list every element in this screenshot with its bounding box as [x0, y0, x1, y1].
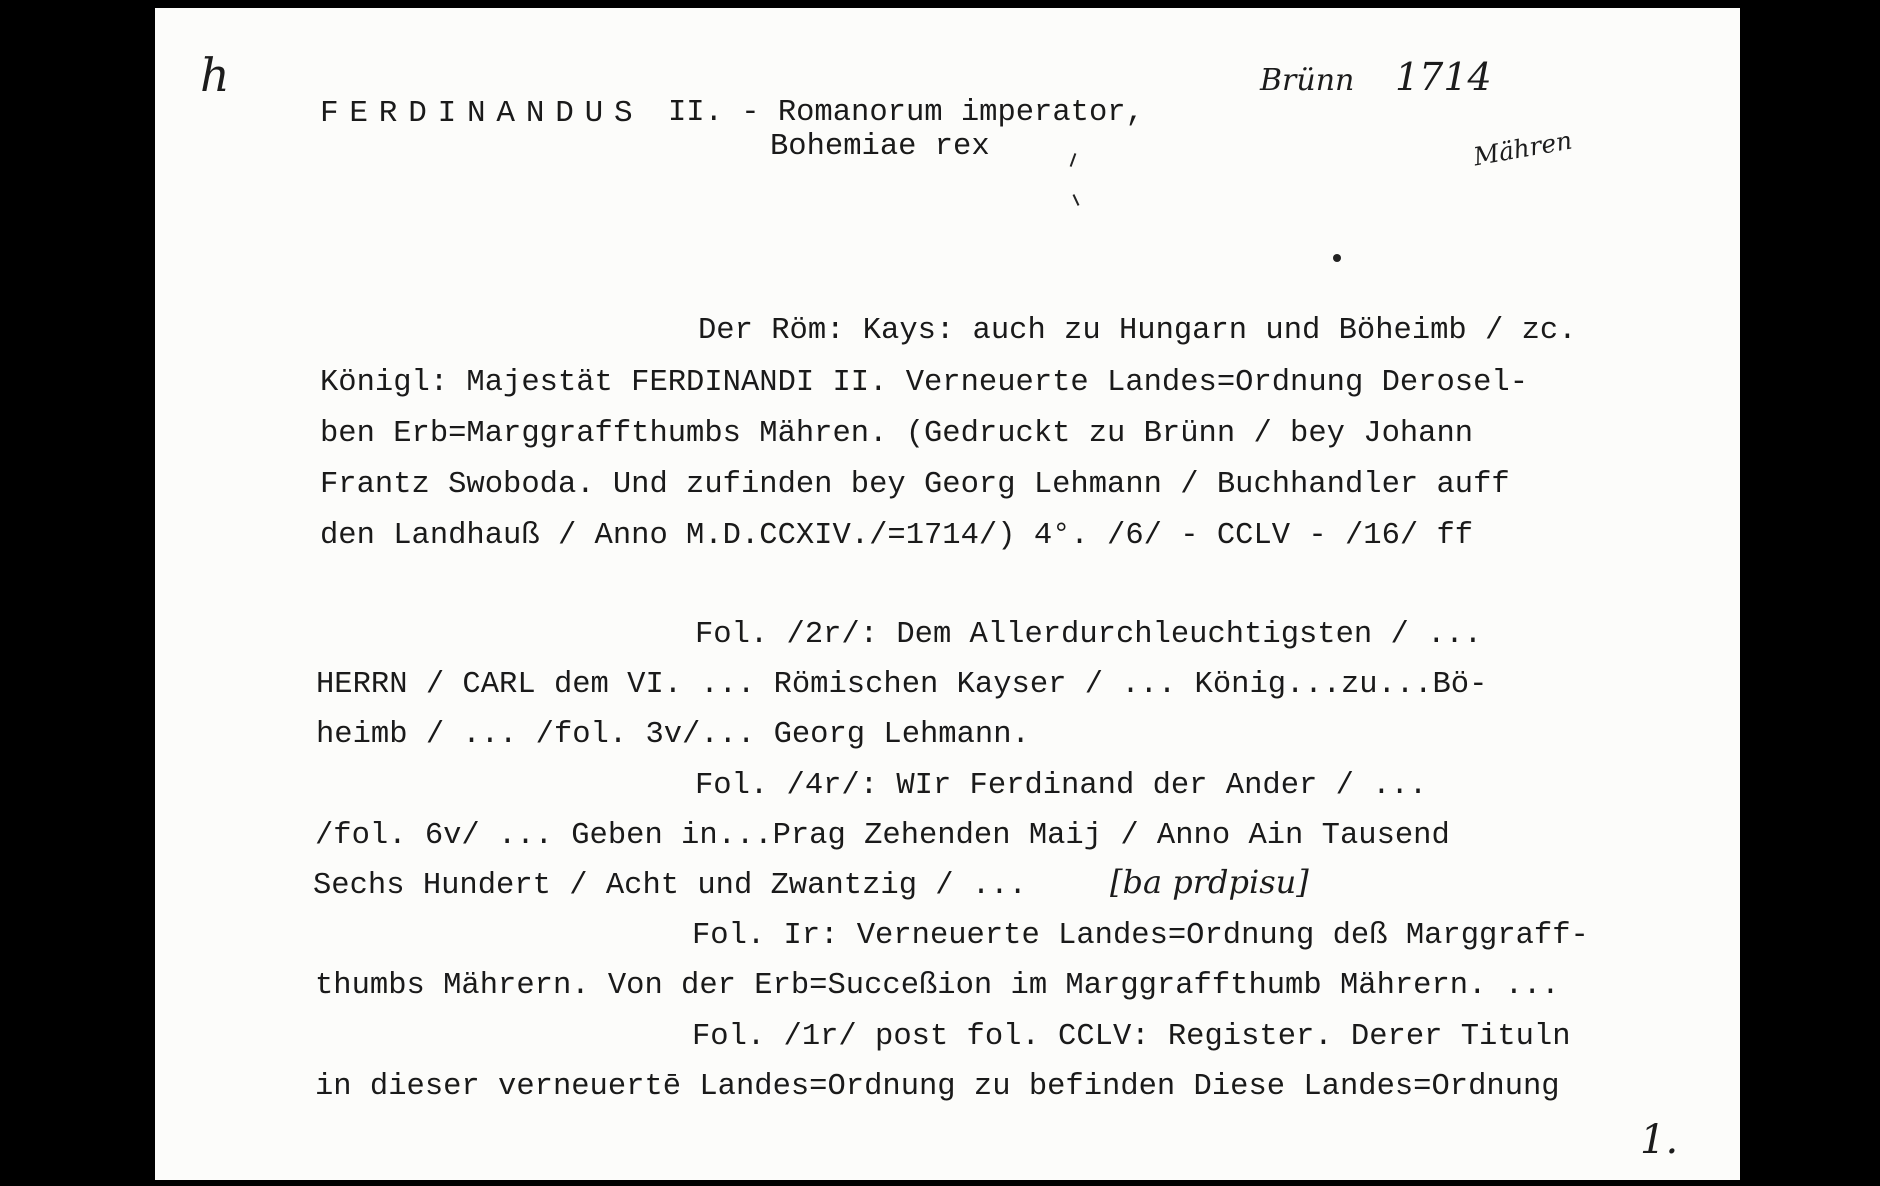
stray-tick: [1070, 153, 1077, 167]
handwritten-region: Mähren: [1471, 125, 1575, 172]
body-line: HERRN / CARL dem VI. ... Römischen Kayser / ... König...zu...Bö-: [316, 668, 1488, 702]
heading-title-line2: Bohemiae rex: [770, 130, 990, 164]
handwritten-corner-mark: h: [200, 48, 230, 102]
heading-name: FERDINANDUS: [320, 96, 644, 131]
body-line: in dieser verneuertē Landes=Ordnung zu befinden Diese Landes=Ordnung: [315, 1070, 1560, 1104]
body-line: Fol. Ir: Verneuerte Landes=Ordnung deß Marggraff-: [692, 919, 1589, 953]
body-line: Fol. /1r/ post fol. CCLV: Register. Derer Tituln: [692, 1020, 1571, 1054]
handwritten-place: Brünn: [1260, 63, 1355, 98]
stray-dot: [1333, 254, 1341, 262]
heading-title-line1: II. - Romanorum imperator,: [668, 96, 1144, 130]
body-line: Frantz Swoboda. Und zufinden bey Georg Lehmann / Buchhandler auff: [320, 468, 1510, 502]
catalog-card: [155, 8, 1740, 1180]
body-line: thumbs Mährern. Von der Erb=Succeßion im Marggraffthumb Mährern. ...: [315, 969, 1560, 1003]
handwritten-page-number: 1.: [1640, 1117, 1679, 1163]
body-line: Königl: Majestät FERDINANDI II. Verneuerte Landes=Ordnung Derosel-: [320, 366, 1528, 400]
handwritten-year: 1714: [1395, 55, 1492, 99]
body-line: Fol. /2r/: Dem Allerdurchleuchtigsten / ...: [695, 618, 1483, 652]
handwritten-bracket-note: [ba prdpisu]: [1110, 863, 1309, 901]
stray-tick: [1073, 194, 1080, 206]
body-line: den Landhauß / Anno M.D.CCXIV./=1714/) 4°. /6/ - CCLV - /16/ ff: [320, 519, 1474, 553]
body-line: Sechs Hundert / Acht und Zwantzig / ...: [313, 869, 1027, 903]
body-line: Der Röm: Kays: auch zu Hungarn und Böheimb / zc.: [698, 314, 1577, 348]
body-line: /fol. 6v/ ... Geben in...Prag Zehenden Maij / Anno Ain Tausend: [315, 819, 1450, 853]
body-line: heimb / ... /fol. 3v/... Georg Lehmann.: [316, 718, 1030, 752]
body-line: ben Erb=Marggraffthumbs Mähren. (Gedruckt zu Brünn / bey Johann: [320, 417, 1474, 451]
body-line: Fol. /4r/: WIr Ferdinand der Ander / ...: [695, 769, 1428, 803]
